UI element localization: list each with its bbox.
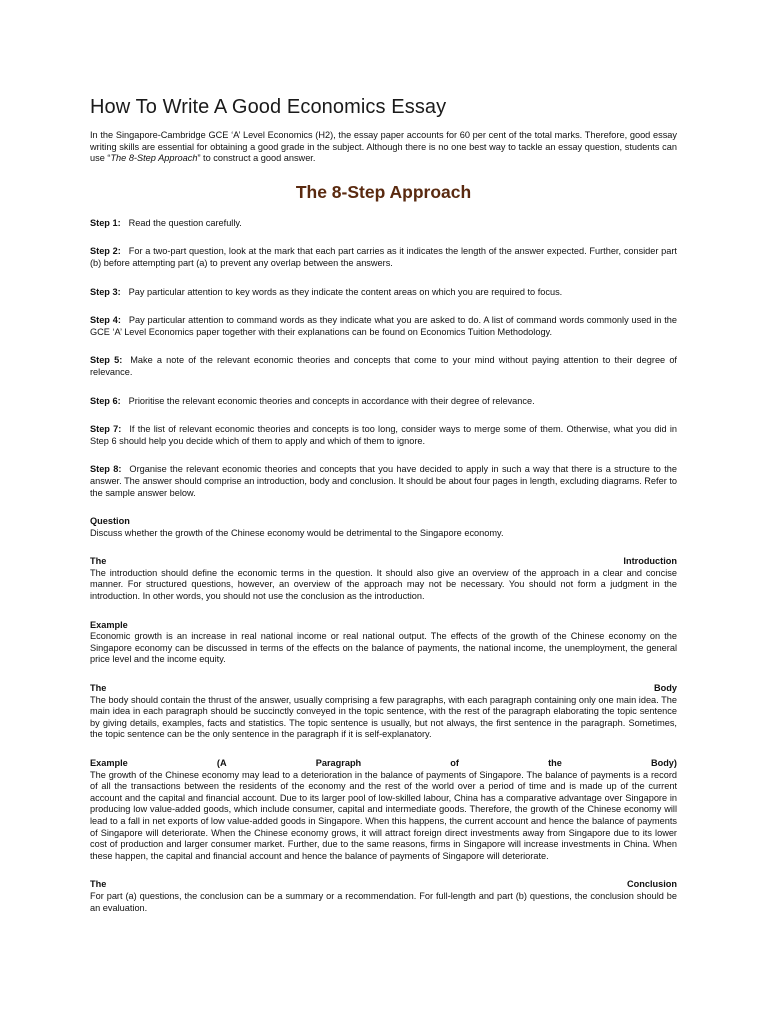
document-content bbox=[90, 96, 677, 931]
example-2-text: The growth of the Chinese economy may lead to a deterioration in the balance of payments of Singapore. The balance of payments is a record of all the transactions between the residents of the economy and the rest of the world over a period of time and is made up of the current account and the capital and financial account. Due to its larger pool of low-skilled labour, China has a comparative advantage over Singapore in producing low value-added goods, which include consumer, capital and intermediate goods. Therefore, the growth of the Chinese economy will lead to a fall in net exports of low value-added goods in Singapore. When this happens, the current account and hence the balance of payments of Singapore will deteriorate. When the Chinese economy grows, it will attract foreign direct investments away from Singapore due to its lower cost of production and larger consumer market. Further, due to the same reasons, firms in Singapore will increase investments in China. When these happen, the capital and financial account and hence the balance of payments of Singapore will deteriorate. bbox=[90, 769, 677, 861]
step-label: Step 5: bbox=[90, 355, 123, 366]
step-label: Step 8: bbox=[90, 464, 122, 475]
conclusion-section bbox=[90, 879, 677, 914]
introduction-heading bbox=[90, 556, 677, 568]
introduction-text: The introduction should define the economic terms in the question. It should also give an overview of the approach in a clear and concise manner. For structured questions, however, an overview of the approach may not be necessary. You should not form a judgment in the introduction. In other words, you should not use the conclusion as the introduction. bbox=[90, 567, 677, 602]
example-2-heading-word: the bbox=[548, 758, 562, 768]
step-text: Pay particular attention to key words as they indicate the content areas on which you are required to focus. bbox=[128, 286, 563, 297]
step-2 bbox=[90, 246, 677, 269]
step-label: Step 6: bbox=[90, 395, 121, 406]
intro-paragraph bbox=[90, 130, 677, 165]
example-2-heading bbox=[90, 758, 677, 770]
example-2-heading-word: of bbox=[450, 758, 459, 768]
question-text: Discuss whether the growth of the Chinese economy would be detrimental to the Singapore economy. bbox=[90, 527, 504, 538]
step-text: If the list of relevant economic theories and concepts is too long, consider ways to merge some of them. Otherwise, what you did in Step 6 should help you decide which of them to apply and which of them to ignore. bbox=[90, 424, 677, 446]
question-label: Question bbox=[90, 516, 130, 527]
step-text: Organise the relevant economic theories and concepts that you have decided to apply in such a way that there is a structure to the answer. The answer should comprise an introduction, body and conclusion. It should be about four pages in length, excluding diagrams. Refer to the sample answer below. bbox=[90, 464, 677, 498]
body-heading bbox=[90, 683, 677, 695]
example-1-label: Example bbox=[90, 619, 128, 630]
step-text: For a two-part question, look at the mark that each part carries as it indicates the length of the answer expected. Further, consider part (b) before attempting part (a) to prevent any overlap between the answers. bbox=[90, 246, 677, 268]
step-7 bbox=[90, 424, 677, 447]
body-text: The body should contain the thrust of the answer, usually comprising a few paragraphs, with each paragraph containing only one main idea. The main idea in each paragraph should be succinctly conveyed in the topic sentence, with the rest of the paragraph elaborating the topic sentence by giving details, examples, facts and statistics. The topic sentence is usually, but not always, the first sentence in the paragraph. Sometimes, the topic sentence can be the only sentence in the paragraph if it is self-explanatory. bbox=[90, 694, 677, 740]
example-1-section bbox=[90, 620, 677, 666]
step-text: Make a note of the relevant economic theories and concepts that come to your mind without paying attention to their degree of relevance. bbox=[90, 355, 677, 377]
body-heading-right: Body bbox=[654, 683, 677, 694]
intro-text-before: In the Singapore-Cambridge GCE ‘A’ Level Economics (H2), the essay paper accounts for 60 per cent of the total marks. Therefore, good essay writing skills are essential for obtaining a good grade in the subject. Although there is no one best way to tackle an essay question, students can use “ bbox=[90, 130, 677, 164]
introduction-heading-left: The bbox=[90, 556, 107, 567]
body-section bbox=[90, 683, 677, 741]
example-2-heading-word: Paragraph bbox=[315, 758, 362, 768]
step-text: Pay particular attention to command words as they indicate what you are asked to do. A list of command words commonly used in the GCE ‘A’ Level Economics paper together with their explanations can be found on Economics Tuition Methodology. bbox=[90, 315, 677, 337]
body-heading-left: The bbox=[90, 683, 107, 694]
example-2-heading-word: Example bbox=[90, 758, 128, 768]
step-5 bbox=[90, 355, 677, 378]
conclusion-text: For part (a) questions, the conclusion can be a summary or a recommendation. For full-length and part (b) questions, the conclusion should be an evaluation. bbox=[90, 890, 677, 913]
step-label: Step 7: bbox=[90, 424, 122, 435]
approach-heading: The 8-Step Approach bbox=[295, 181, 472, 202]
step-label: Step 1: bbox=[90, 217, 121, 228]
step-label: Step 2: bbox=[90, 246, 121, 257]
example-2-heading-word: Body) bbox=[650, 758, 677, 768]
conclusion-heading-right: Conclusion bbox=[626, 879, 677, 890]
step-label: Step 3: bbox=[90, 286, 121, 297]
step-4 bbox=[90, 315, 677, 338]
step-1 bbox=[90, 218, 677, 230]
example-2-section bbox=[90, 758, 677, 862]
step-text: Read the question carefully. bbox=[128, 217, 242, 228]
question-section bbox=[90, 516, 677, 539]
page-title: How To Write A Good Economics Essay bbox=[90, 96, 447, 118]
step-6 bbox=[90, 396, 677, 408]
step-8 bbox=[90, 464, 677, 499]
introduction-heading-right: Introduction bbox=[623, 556, 677, 567]
example-1-text: Economic growth is an increase in real national income or real national output. The effects of the growth of the Chinese economy on the Singapore economy can be discussed in terms of the effects on the balance of payments, the national income, the unemployment, the general price level and the income equity. bbox=[90, 631, 677, 665]
step-3 bbox=[90, 287, 677, 299]
conclusion-heading-left: The bbox=[90, 879, 107, 890]
step-text: Prioritise the relevant economic theories and concepts in accordance with their degree of relevance. bbox=[128, 395, 535, 406]
conclusion-heading bbox=[90, 879, 677, 891]
intro-emphasis: The 8-Step Approach bbox=[110, 153, 198, 164]
introduction-section bbox=[90, 556, 677, 602]
example-2-heading-word: (A bbox=[216, 758, 227, 768]
intro-text-after: ” to construct a good answer. bbox=[197, 153, 316, 164]
step-label: Step 4: bbox=[90, 315, 121, 326]
